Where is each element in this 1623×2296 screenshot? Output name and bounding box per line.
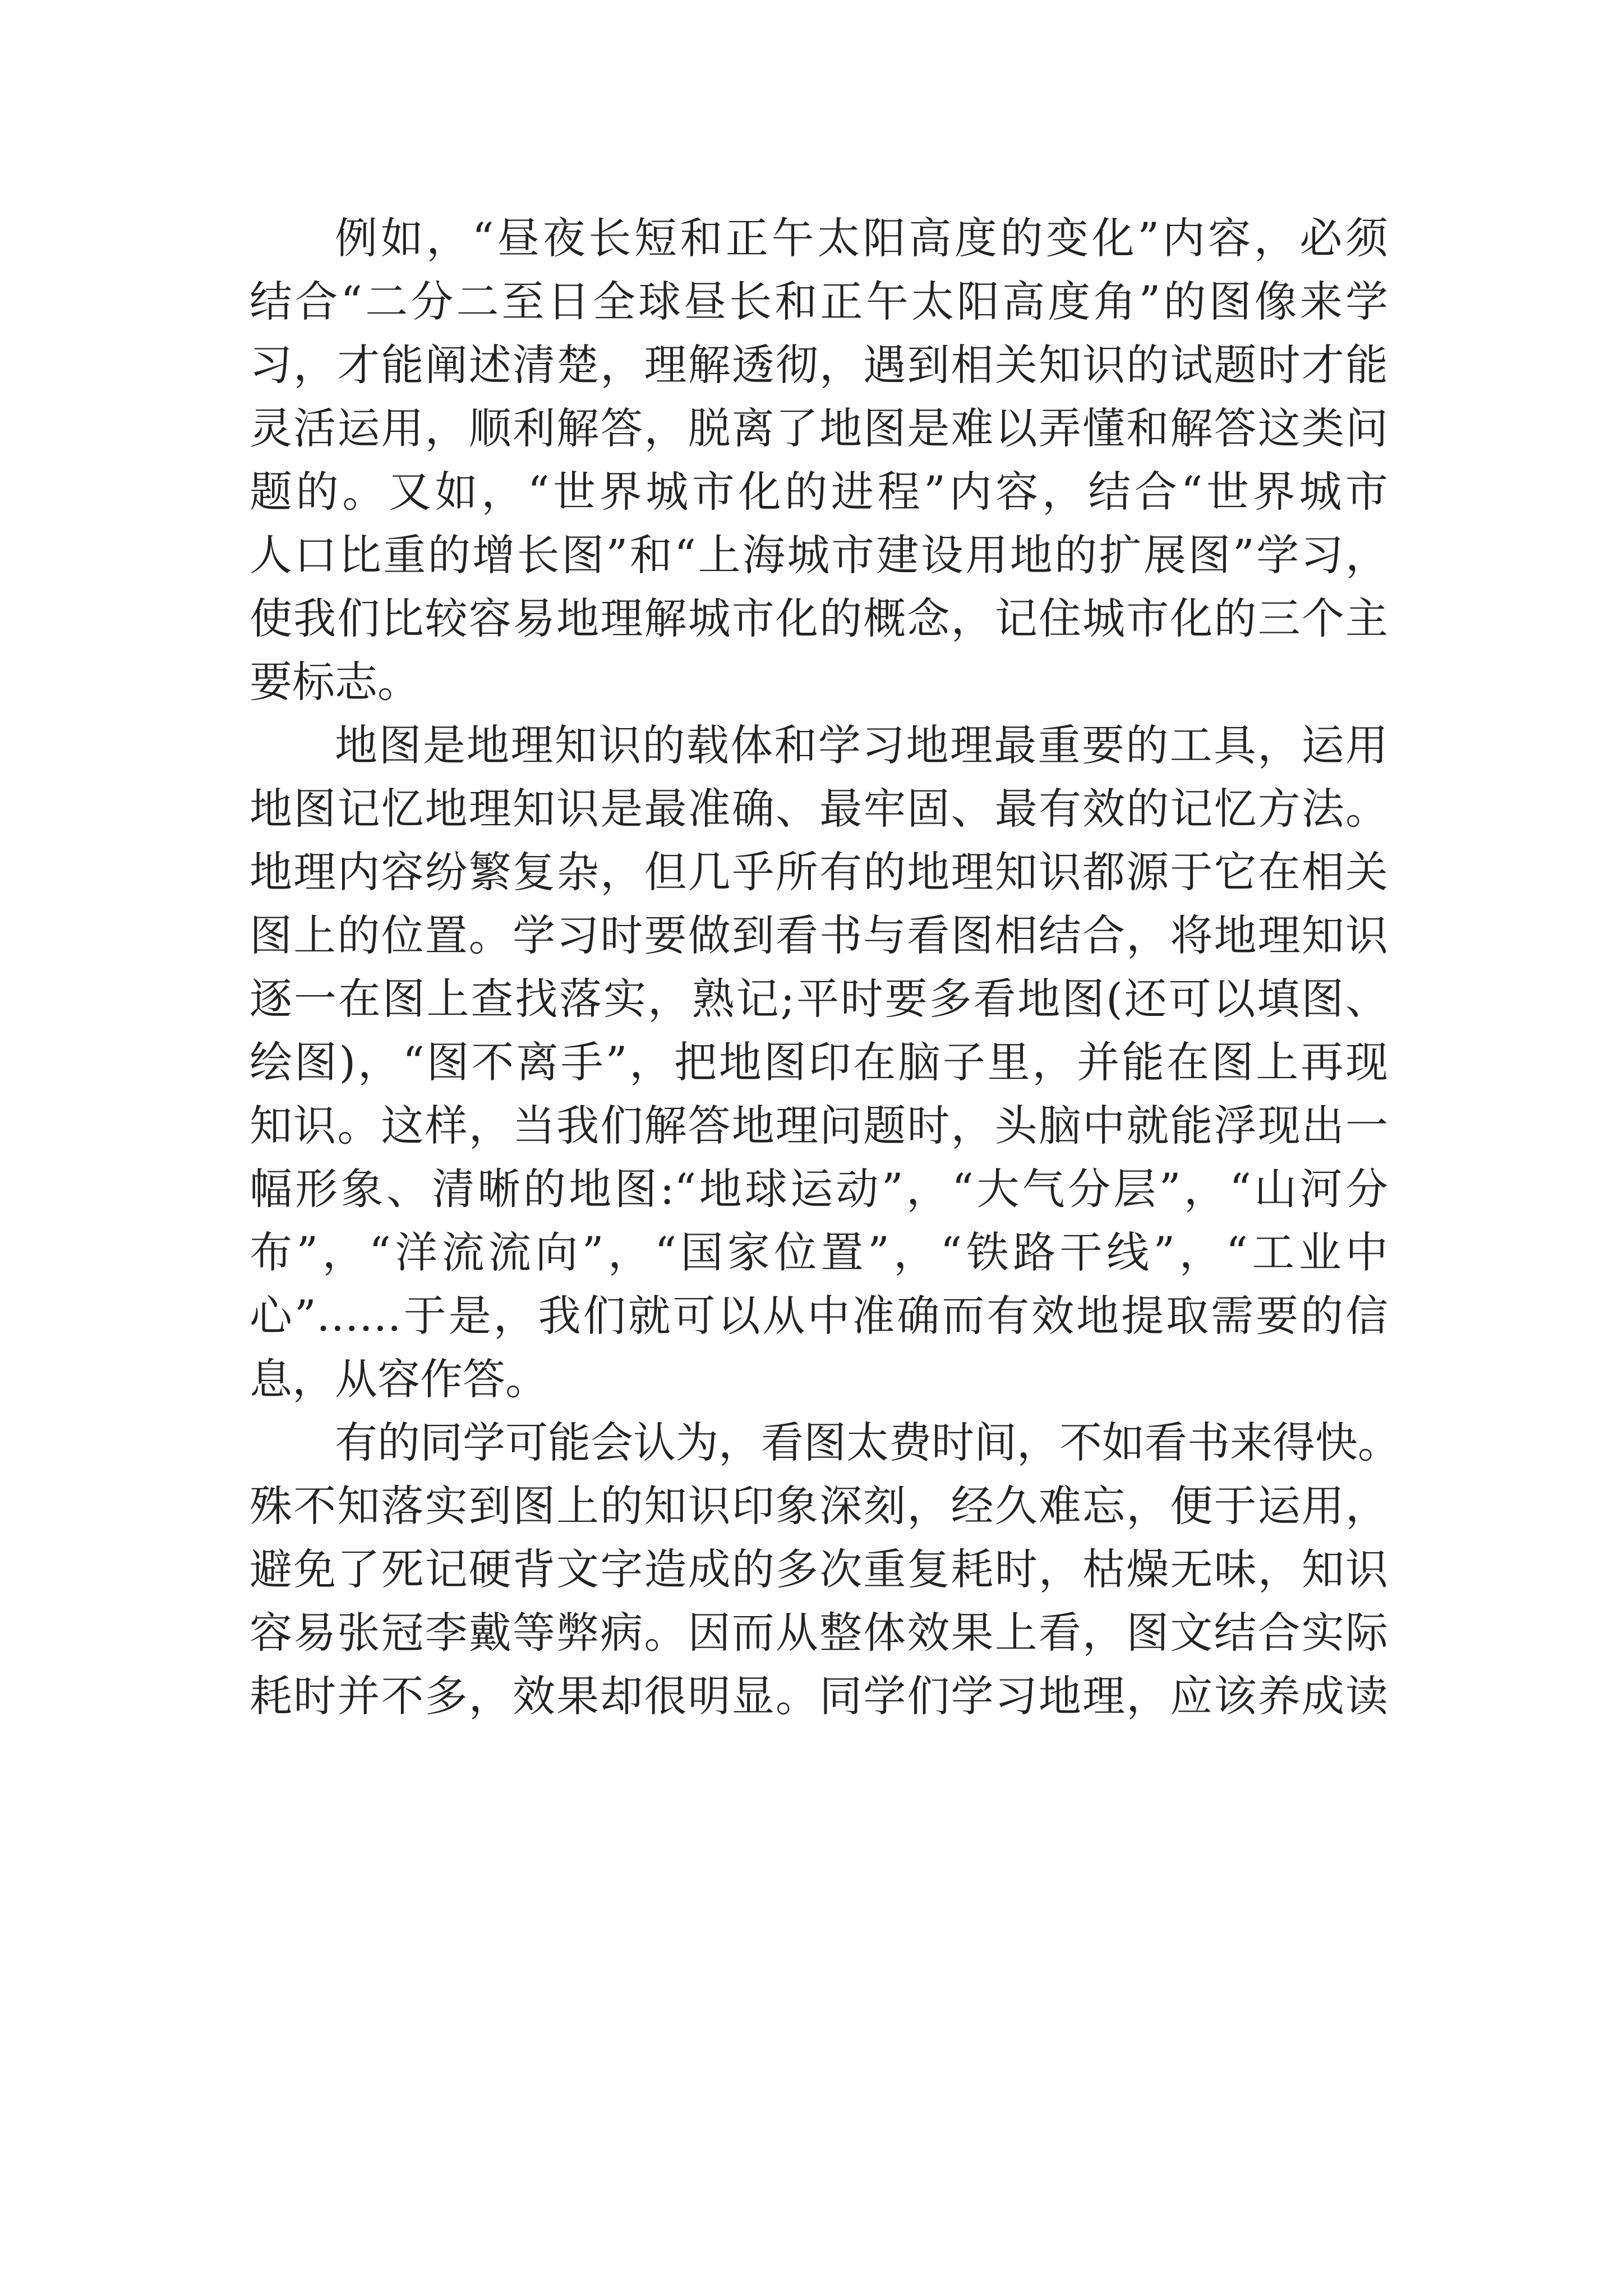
text-line: 题的。又如，“世界城市化的进程”内容，结合“世界城市 xyxy=(250,467,1388,517)
text-line: 容易张冠李戴等弊病。因而从整体效果上看，图文结合实际 xyxy=(250,1608,1388,1658)
text-line: 要标志。 xyxy=(250,657,420,707)
text-line: 有的同学可能会认为，看图太费时间，不如看书来得快。 xyxy=(335,1418,1400,1467)
text-line: 殊不知落实到图上的知识印象深刻，经久难忘，便于运用， xyxy=(250,1481,1388,1531)
text-line: 息，从容作答。 xyxy=(250,1354,548,1404)
text-line: 避免了死记硬背文字造成的多次重复耗时，枯燥无味，知识 xyxy=(250,1544,1388,1594)
text-line: 心”……于是，我们就可以从中准确而有效地提取需要的信 xyxy=(250,1291,1388,1341)
text-line: 使我们比较容易地理解城市化的概念，记住城市化的三个主 xyxy=(250,593,1388,643)
text-line: 知识。这样，当我们解答地理问题时，头脑中就能浮现出一 xyxy=(250,1101,1388,1151)
text-line: 图上的位置。学习时要做到看书与看图相结合，将地理知识 xyxy=(250,910,1388,960)
text-line: 人口比重的增长图”和“上海城市建设用地的扩展图”学习， xyxy=(250,530,1388,580)
text-line: 地图是地理知识的载体和学习地理最重要的工具，运用 xyxy=(335,720,1388,770)
paragraph-2 xyxy=(250,714,1388,1411)
text-line: 逐一在图上查找落实，熟记;平时要多看地图(还可以填图、 xyxy=(250,974,1388,1024)
paragraph-3 xyxy=(250,1411,1400,1728)
text-line: 地图记忆地理知识是最准确、最牢固、最有效的记忆方法。 xyxy=(250,784,1388,834)
text-line: 地理内容纷繁复杂，但几乎所有的地理知识都源于它在相关 xyxy=(250,847,1388,897)
text-line: 例如，“昼夜长短和正午太阳高度的变化”内容，必须 xyxy=(335,213,1388,263)
body-text xyxy=(250,206,1400,1728)
text-line: 幅形象、清晰的地图:“地球运动”，“大气分层”，“山河分 xyxy=(250,1164,1388,1214)
text-line: 布”，“洋流流向”，“国家位置”，“铁路干线”，“工业中 xyxy=(250,1227,1388,1277)
text-line: 习，才能阐述清楚，理解透彻，遇到相关知识的试题时才能 xyxy=(250,340,1388,390)
text-line: 结合“二分二至日全球昼长和正午太阳高度角”的图像来学 xyxy=(250,277,1388,326)
text-line: 绘图)，“图不离手”，把地图印在脑子里，并能在图上再现 xyxy=(250,1037,1388,1087)
text-line: 耗时并不多，效果却很明显。同学们学习地理，应该养成读 xyxy=(250,1671,1388,1721)
paragraph-1 xyxy=(250,206,1388,714)
text-line: 灵活运用，顺利解答，脱离了地图是难以弄懂和解答这类问 xyxy=(250,403,1388,453)
